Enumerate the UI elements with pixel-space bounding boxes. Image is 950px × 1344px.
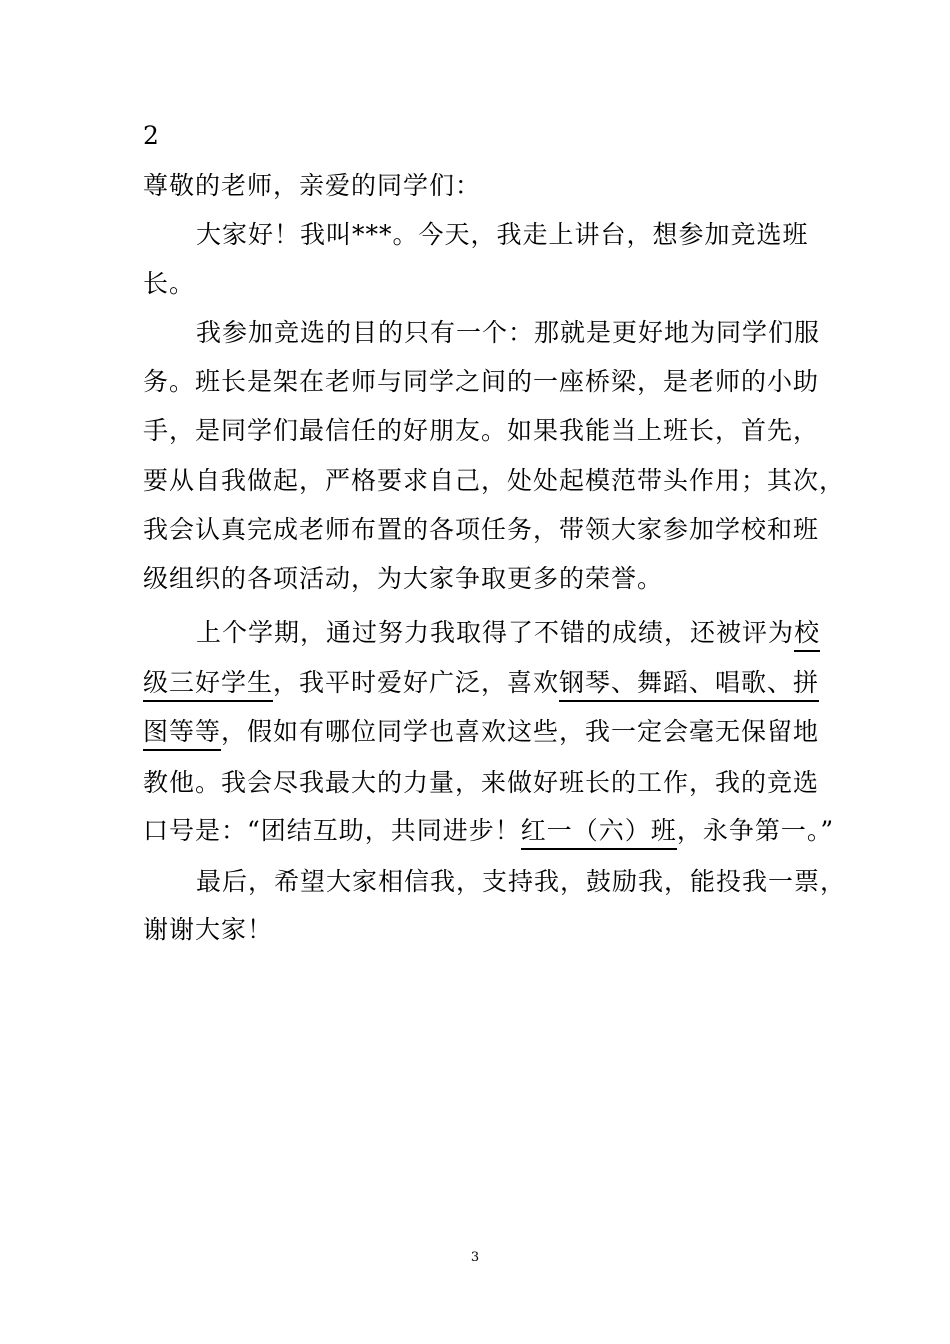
paragraph-3-line-4: 教他。我会尽我最大的力量，来做好班长的工作，我的竞选 [143, 768, 820, 797]
paragraph-1-line-1: 大家好！我叫***。今天，我走上讲台，想参加竞选班 [196, 220, 809, 249]
paragraph-3-line-3: 图等等，假如有哪位同学也喜欢这些，我一定会毫无保留地 [143, 716, 819, 748]
underlined-text: 级三好学生 [143, 668, 273, 702]
underlined-text: 校 [794, 618, 820, 652]
paragraph-4-line-1: 最后，希望大家相信我，支持我，鼓励我，能投我一票， [196, 867, 847, 896]
underlined-text: 红一（六）班 [521, 816, 677, 850]
paragraph-3-line-2: 级三好学生，我平时爱好广泛，喜欢钢琴、舞蹈、唱歌、拼 [143, 667, 819, 699]
salutation: 尊敬的老师，亲爱的同学们： [143, 171, 482, 200]
paragraph-2-line-3: 手，是同学们最信任的好朋友。如果我能当上班长，首先， [143, 416, 820, 445]
paragraph-2-line-2: 务。班长是架在老师与同学之间的一座桥梁，是老师的小助 [143, 367, 820, 396]
paragraph-1-line-2: 长。 [143, 269, 196, 298]
paragraph-3-line-5: 口号是：“团结互助，共同进步！红一（六）班，永争第一。” [143, 815, 834, 847]
heading-number: 2 [143, 121, 160, 150]
paragraph-2-line-4: 要从自我做起，严格要求自己，处处起模范带头作用；其次， [143, 466, 846, 495]
paragraph-2-line-5: 我会认真完成老师布置的各项任务，带领大家参加学校和班 [143, 515, 820, 544]
paragraph-2-line-6: 级组织的各项活动，为大家争取更多的荣誉。 [143, 564, 664, 593]
page-number: 3 [470, 1250, 480, 1265]
underlined-text: 图等等 [143, 717, 221, 751]
underlined-text: 钢琴、舞蹈、唱歌、拼 [559, 668, 819, 702]
paragraph-4-line-2: 谢谢大家！ [143, 915, 274, 944]
paragraph-2-line-1: 我参加竞选的目的只有一个：那就是更好地为同学们服 [196, 318, 821, 347]
paragraph-3-line-1: 上个学期，通过努力我取得了不错的成绩，还被评为校 [196, 617, 820, 649]
